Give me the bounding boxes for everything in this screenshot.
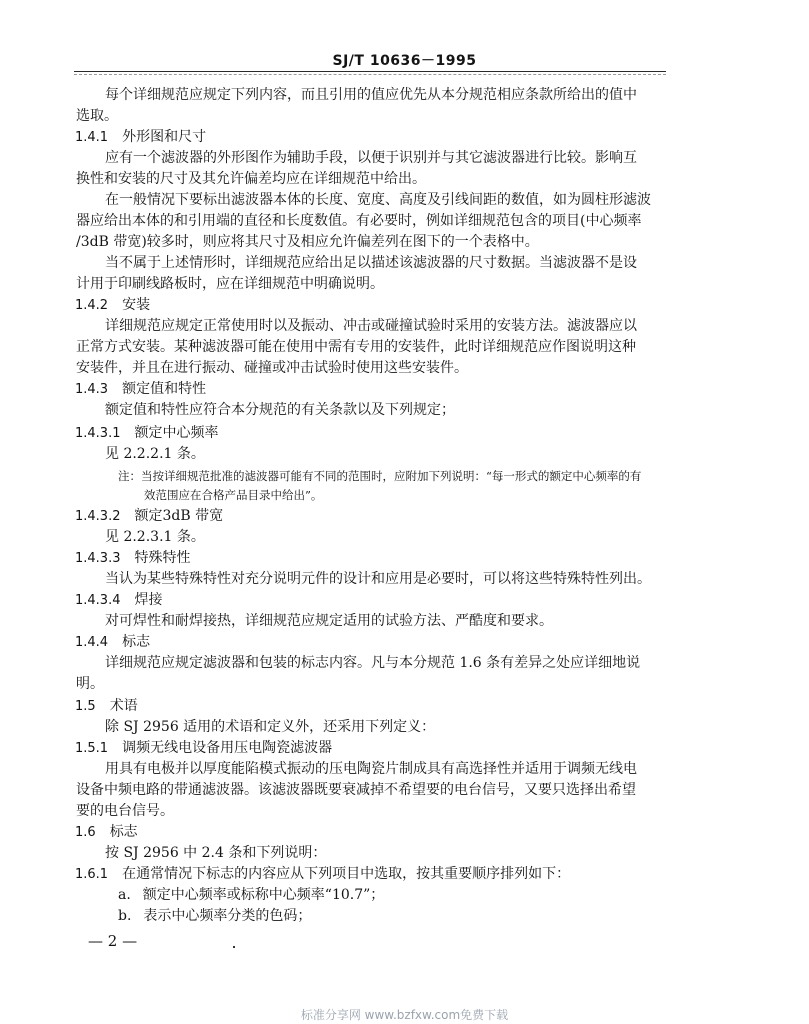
header-rule-secondary [74,74,666,75]
section-title: 特殊特性 [134,550,191,566]
section-title: 调频无线电设备用压电陶瓷滤波器 [122,740,333,756]
section-title: 安装 [122,297,151,313]
list-label: a. [118,887,131,903]
section-number: 1.6.1 [75,867,109,882]
body-line: 选取。 [76,108,118,124]
section-heading-1-4-1 [75,128,206,147]
body-line: 计用于印刷线路板时，应在详细规范中明确说明。 [76,276,384,292]
section-number: 1.4.3.3 [75,551,121,566]
list-item-a [118,886,384,904]
section-number: 1.4.3.1 [75,426,121,441]
body-line: 器应给出本体的和引用端的直径和长度数值。有必要时，例如详细规范包含的项目(中心频率 [76,213,642,229]
body-line: 见 2.2.3.1 条。 [105,529,205,545]
section-title: 额定中心频率 [134,425,219,441]
section-number: 1.4.3 [75,382,109,397]
body-line: 在一般情况下要标出滤波器本体的长度、宽度、高度及引线间距的数值，如为圆柱形滤波 [105,192,651,208]
body-line: 正常方式安装。某种滤波器可能在使用中需有专用的安装件，此时详细规范应作图说明这种 [76,339,636,355]
body-line: 详细规范应规定滤波器和包装的标志内容。凡与本分规范 1.6 条有差异之处应详细地说 [105,655,641,671]
section-number: 1.5 [75,699,96,714]
watermark: 标准分享网 www.bzfxw.com免费下载 [300,1008,509,1022]
section-heading-1-4-3-2 [75,507,223,526]
section-title: 标志 [109,824,138,840]
section-number: 1.4.2 [75,298,109,313]
body-line: 换性和安装的尺寸及其允许偏差均应在详细规范中给出。 [76,171,426,187]
list-text: 表示中心频率分类的色码； [143,908,312,924]
section-heading-1-6-1 [75,865,570,884]
body-line: 除 SJ 2956 适用的术语和定义外，还采用下列定义： [105,719,436,735]
section-heading-1-5 [75,697,138,716]
section-title: 外形图和尺寸 [122,129,207,145]
section-heading-1-4-2 [75,296,150,315]
body-line: 应有一个滤波器的外形图作为辅助手段，以便于识别并与其它滤波器进行比较。影响互 [105,150,637,166]
body-line: 要的电台信号。 [76,803,174,819]
body-line: 详细规范应规定正常使用时以及振动、冲击或碰撞试验时采用的安装方法。滤波器应以 [105,318,637,334]
list-item-b [118,907,311,925]
section-heading-1-4-3-3 [75,549,190,568]
section-number: 1.5.1 [75,741,109,756]
section-title: 术语 [109,698,138,714]
note-line: 效范围应在合格产品目录中给出”。 [144,488,323,502]
header-rule [74,71,666,72]
section-heading-1-4-4 [75,633,150,652]
body-line: 设备中频电路的带通滤波器。该滤波器既要衰减掉不希望要的电台信号，又要只选择出希望 [76,782,636,798]
body-line: 安装件，并且在进行振动、碰撞或冲击试验时使用这些安装件。 [76,360,468,376]
list-label: b. [118,908,132,924]
page-number: — 2 — [88,932,138,950]
body-line: /3dB 带宽)较多时，则应将其尺寸及相应允许偏差列在图下的一个表格中。 [76,234,539,250]
section-number: 1.4.1 [75,130,109,145]
list-text: 额定中心频率或标称中心频率“10.7”； [142,887,385,903]
section-title: 在通常情况下标志的内容应从下列项目中选取，按其重要顺序排列如下： [122,866,571,882]
section-title: 焊接 [134,592,163,608]
section-title: 额定3dB 带宽 [134,508,224,524]
body-line: 按 SJ 2956 中 2.4 条和下列说明： [105,845,327,861]
body-line: 用具有电极并以厚度能陷模式振动的压电陶瓷片制成具有高选择性并适用于调频无线电 [105,761,637,777]
section-title: 额定值和特性 [122,381,207,397]
body-line: 见 2.2.2.1 条。 [105,446,205,462]
section-number: 1.4.3.4 [75,593,121,608]
section-heading-1-5-1 [75,739,332,758]
body-line: 明。 [76,676,104,692]
section-number: 1.4.3.2 [75,509,121,524]
body-line: 当认为某些特殊特性对充分说明元件的设计和应用是必要时，可以将这些特殊特性列出。 [105,571,651,587]
section-heading-1-4-3-1 [75,424,218,443]
section-heading-1-4-3-4 [75,591,162,610]
standard-code-header: SJ/T 10636－1995 [332,53,477,69]
body-line: 当不属于上述情形时，详细规范应给出足以描述该滤波器的尺寸数据。当滤波器不是设 [105,255,637,271]
section-title: 标志 [122,634,151,650]
section-heading-1-6 [75,823,138,842]
section-heading-1-4-3 [75,380,206,399]
scan-artifact [233,946,235,948]
section-number: 1.4.4 [75,635,109,650]
body-line: 额定值和特性应符合本分规范的有关条款以及下列规定； [105,402,455,418]
body-line: 对可焊性和耐焊接热，详细规范应规定适用的试验方法、严酷度和要求。 [105,613,553,629]
body-line: 每个详细规范应规定下列内容，而且引用的值应优先从本分规范相应条款所给出的值中 [105,87,637,103]
note-line: 注：当按详细规范批准的滤波器可能有不同的范围时，应附加下列说明：“每一形式的额定中心频率的有 [118,469,642,483]
section-number: 1.6 [75,825,96,840]
